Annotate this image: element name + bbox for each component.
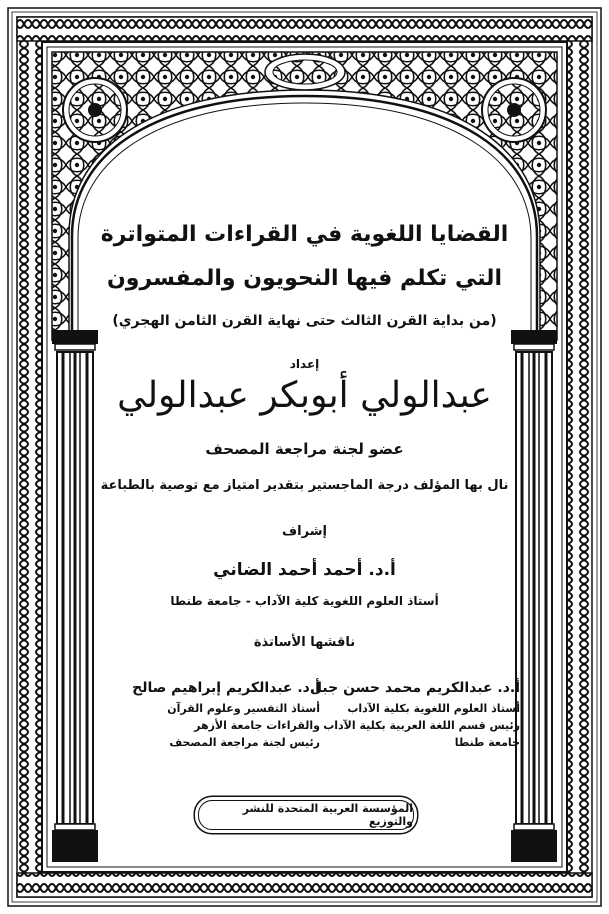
supervision-label: إشراف — [282, 524, 327, 539]
examiner-left-line: رئيس لجنة مراجعة المصحف — [169, 736, 320, 749]
rosette-left-icon — [63, 78, 127, 142]
supervisor-title: أستاذ العلوم اللغوية كلية الآداب - جامعة طنطا — [170, 594, 439, 608]
top-medallion-icon — [265, 54, 345, 90]
examiner-right — [300, 680, 520, 751]
degree-note: نال بها المؤلف درجة الماجستير بتقدير امتياز مع توصية بالطباعة — [100, 478, 509, 493]
examiner-right-line: جامعة طنطا — [454, 736, 520, 749]
author-role: عضو لجنة مراجعة المصحف — [205, 440, 404, 458]
publisher-badge: المؤسسة العربية المتحدة للنشر والتوزيع — [198, 800, 414, 830]
examiner-left — [100, 680, 320, 751]
examiner-right-line: رئيس قسم اللغة العربية بكلية الآداب — [323, 719, 520, 732]
book-title-line-1: القضايا اللغوية في القراءات المتواترة — [100, 222, 509, 247]
rosette-right-icon — [482, 78, 546, 142]
examiner-left-line: أستاذ التفسير وعلوم القرآن — [167, 702, 320, 715]
preparation-label: إعداد — [289, 357, 320, 371]
book-subtitle: (من بداية القرن الثالث حتى نهاية القرن الثامن الهجري) — [112, 313, 497, 329]
supervisor-name: أ.د. أحمد أحمد الضاني — [213, 560, 396, 580]
examiner-right-line: أستاذ العلوم اللغوية بكلية الآداب — [347, 702, 520, 715]
book-title-line-2: التي تكلم فيها النحويون والمفسرون — [107, 266, 502, 291]
examiners-label: ناقشها الأساتذة — [253, 635, 356, 650]
author-name: عبدالولي أبوبكر عبدالولي — [117, 375, 492, 416]
examiner-left-line: والقراءات جامعة الأزهر — [194, 719, 320, 732]
examiner-right-name: أ.د. عبدالكريم محمد حسن جبل — [309, 680, 520, 696]
examiner-left-name: أ.د. عبدالكريم إبراهيم صالح — [132, 680, 320, 696]
